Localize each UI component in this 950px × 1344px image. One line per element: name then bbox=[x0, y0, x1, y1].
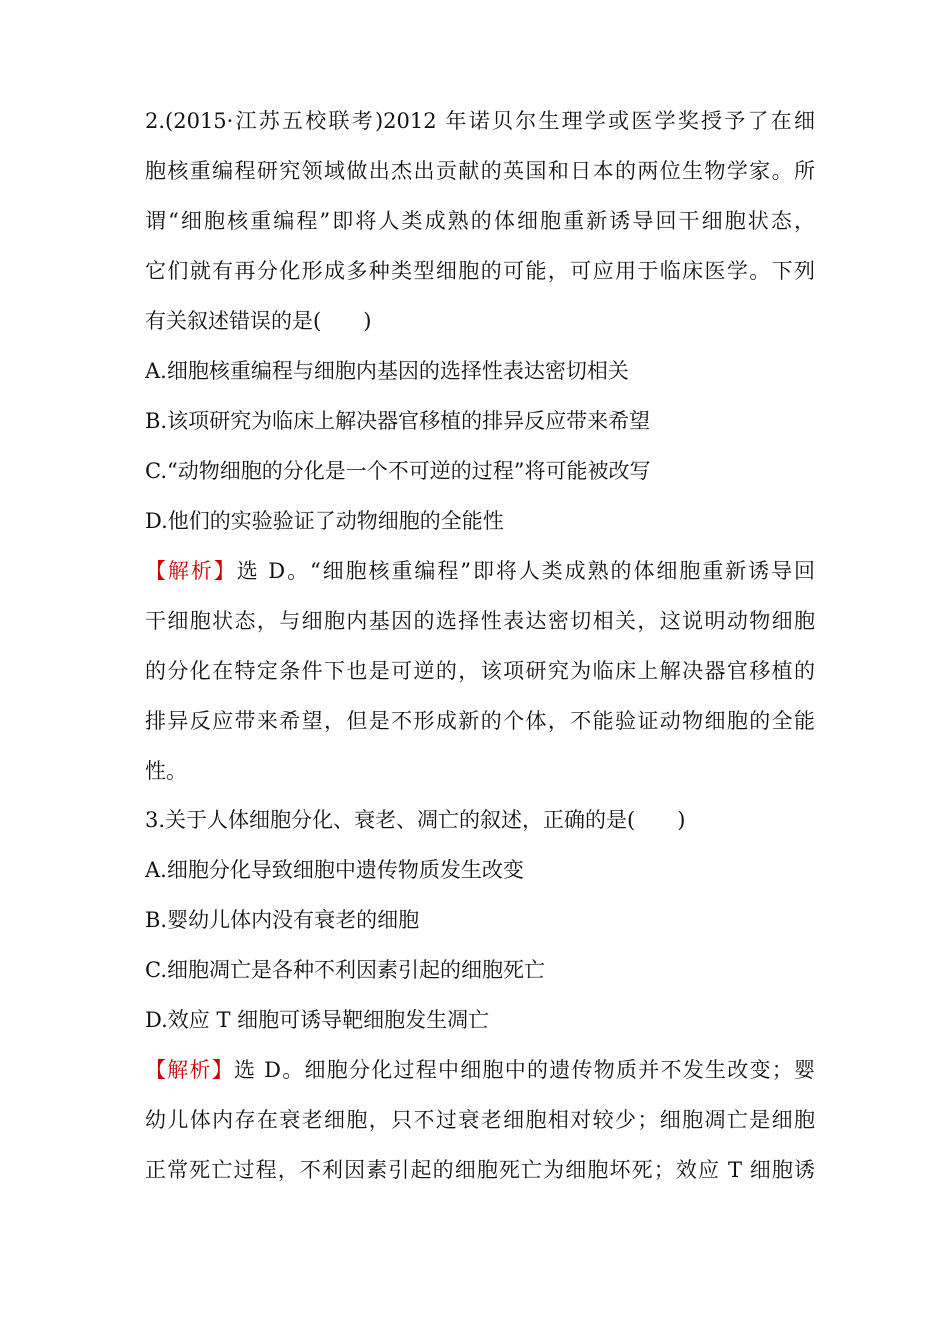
q2-stem-line-1: 2.(2015·江苏五校联考)2012 年诺贝尔生理学或医学奖授予了在细 bbox=[145, 109, 815, 133]
q2-analysis-tag: 【解析】 bbox=[145, 559, 237, 583]
q3-option-a: A.细胞分化导致细胞中遗传物质发生改变 bbox=[145, 858, 524, 882]
q2-stem-line-3: 谓“细胞核重编程”即将人类成熟的体细胞重新诱导回干细胞状态， bbox=[145, 209, 815, 233]
q2-analysis-line-5: 性。 bbox=[145, 759, 187, 783]
q3-option-c: C.细胞凋亡是各种不利因素引起的细胞死亡 bbox=[145, 958, 545, 982]
q2-option-a: A.细胞核重编程与细胞内基因的选择性表达密切相关 bbox=[145, 359, 629, 383]
q3-analysis-line-1 bbox=[145, 1055, 815, 1085]
q2-analysis-line-1 bbox=[145, 556, 815, 586]
q3-analysis-tag: 【解析】 bbox=[145, 1058, 234, 1082]
q2-stem-line-2: 胞核重编程研究领域做出杰出贡献的英国和日本的两位生物学家。所 bbox=[145, 159, 815, 183]
q3-analysis-line-2: 幼儿体内存在衰老细胞，只不过衰老细胞相对较少；细胞凋亡是细胞 bbox=[145, 1108, 815, 1132]
q2-stem-line-4: 它们就有再分化形成多种类型细胞的可能，可应用于临床医学。下列 bbox=[145, 259, 815, 283]
q2-analysis-line-4: 排异反应带来希望，但是不形成新的个体，不能验证动物细胞的全能 bbox=[145, 709, 815, 733]
q2-analysis-line-2: 干细胞状态，与细胞内基因的选择性表达密切相关，这说明动物细胞 bbox=[145, 609, 815, 633]
q2-analysis-first: 选 D。“细胞核重编程”即将人类成熟的体细胞重新诱导回 bbox=[236, 559, 816, 583]
q3-analysis-line-3: 正常死亡过程，不利因素引起的细胞死亡为细胞坏死；效应 T 细胞诱 bbox=[145, 1158, 815, 1182]
q3-option-b: B.婴幼儿体内没有衰老的细胞 bbox=[145, 908, 420, 932]
q3-option-d: D.效应 T 细胞可诱导靶细胞发生凋亡 bbox=[145, 1008, 490, 1032]
q3-analysis-first: 选 D。细胞分化过程中细胞中的遗传物质并不发生改变；婴 bbox=[234, 1058, 815, 1082]
q2-analysis-line-3: 的分化在特定条件下也是可逆的，该项研究为临床上解决器官移植的 bbox=[145, 659, 815, 683]
q2-option-d: D.他们的实验验证了动物细胞的全能性 bbox=[145, 509, 504, 533]
q2-option-c: C.“动物细胞的分化是一个不可逆的过程”将可能被改写 bbox=[145, 459, 651, 483]
q2-stem-line-5: 有关叙述错误的是( ) bbox=[145, 309, 372, 333]
q3-stem: 3.关于人体细胞分化、衰老、凋亡的叙述，正确的是( ) bbox=[145, 808, 686, 832]
q2-option-b: B.该项研究为临床上解决器官移植的排异反应带来希望 bbox=[145, 409, 651, 433]
